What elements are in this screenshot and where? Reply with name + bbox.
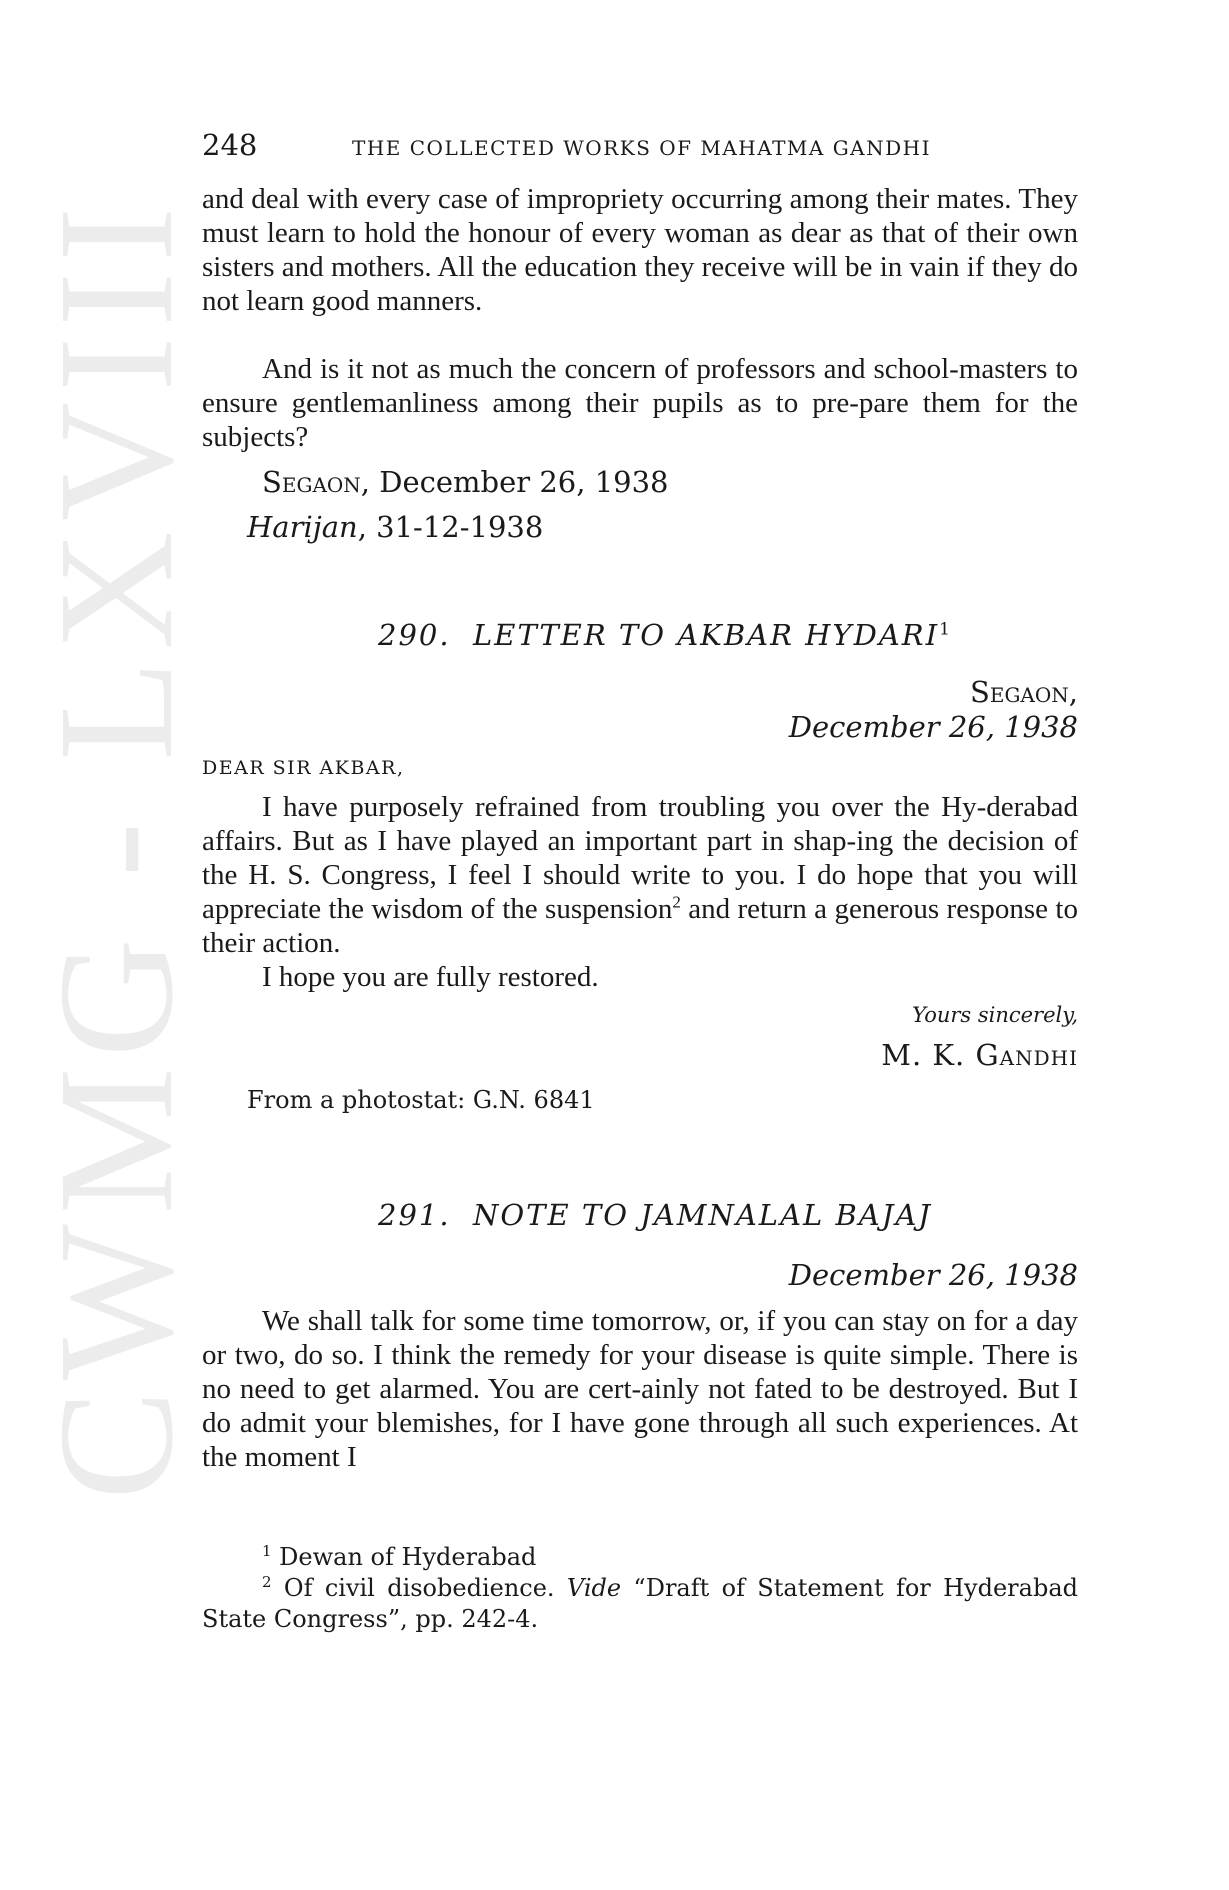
footnote-2-text: Of civil disobedience. <box>271 1574 567 1602</box>
continuation-paragraph-2: And is it not as much the concern of professors and school-masters to ensure gentlemanliness among their pupils as to pre-pare them for the subjects? <box>202 353 1078 453</box>
item-290-paragraph-1-text: I have purposely refrained from troubling you over the Hy-derabad affairs. But as I have played an important part in shap-ing the decision of the H. S. Congress, I feel I should write to you. I do hope that you will appreciate the wisdom of the suspension <box>202 791 1078 925</box>
running-head <box>202 128 1078 162</box>
item-291-date: December 26, 1938 <box>788 1258 1078 1292</box>
continuation-source-date: , 31-12-1938 <box>357 510 544 544</box>
item-290-footnote-ref-2: 2 <box>672 892 681 912</box>
item-291-title: NOTE TO JAMNALAL BAJAJ <box>473 1198 932 1232</box>
footnote-2-reference: “Draft of Statement for Hyderabad State Congress”, pp. 242-4. <box>202 1574 1079 1633</box>
continuation-source-title: Harijan <box>247 510 358 544</box>
item-290-source: From a photostat: G.N. 6841 <box>247 1086 595 1114</box>
page-number: 248 <box>202 128 258 162</box>
item-290-salutation: DEAR SIR AKBAR, <box>202 757 405 779</box>
footnote-2-vide: Vide <box>566 1574 622 1602</box>
item-290-title: LETTER TO AKBAR HYDARI <box>473 618 940 652</box>
item-290-closing: Yours sincerely, <box>912 1003 1078 1027</box>
footnote-2-number: 2 <box>262 1573 272 1591</box>
item-291-heading <box>378 1198 932 1232</box>
item-290-footnote-ref: 1 <box>939 619 952 640</box>
continuation-date: , December 26, 1938 <box>360 465 669 499</box>
item-290-heading <box>378 618 952 652</box>
item-291-number: 291. <box>378 1198 451 1232</box>
item-290-signature <box>881 1038 1078 1072</box>
continuation-place: Segaon <box>262 465 361 499</box>
item-290-paragraph-1-end: and return a generous response to their action. <box>202 893 1078 959</box>
watermark: CWMG - LXVIII <box>24 196 207 1500</box>
item-290-place: Segaon, <box>969 675 1078 709</box>
signature-initials: M. K. <box>881 1038 976 1072</box>
continuation-source <box>247 510 543 544</box>
item-290-paragraph-1 <box>202 790 1078 960</box>
signature-name: Gandhi <box>975 1038 1078 1072</box>
footnote-2 <box>202 1573 1078 1635</box>
footnote-1-text: Dewan of Hyderabad <box>271 1543 537 1571</box>
continuation-paragraph-1: and deal with every case of impropriety occurring among their mates. They must learn to hold the honour of every woman as dear as that of their own sisters and mothers. All the education they receive will be in vain if they do not learn good manners. <box>202 183 1078 317</box>
item-291-paragraph-1: We shall talk for some time tomorrow, or, if you can stay on for a day or two, do so. I think the remedy for your disease is quite simple. There is no need to get alarmed. You are cert-ainly not fated to be destroyed. But I do admit your blemishes, for I have gone through all such experiences. At the moment I <box>202 1305 1078 1473</box>
item-290-number: 290. <box>378 618 451 652</box>
item-290-date: December 26, 1938 <box>788 710 1078 744</box>
running-title: THE COLLECTED WORKS OF MAHATMA GANDHI <box>352 136 932 160</box>
footnote-1-number: 1 <box>262 1542 272 1560</box>
footnote-1 <box>262 1543 536 1571</box>
item-290-paragraph-2: I hope you are fully restored. <box>262 961 599 993</box>
continuation-place-date <box>262 465 669 499</box>
